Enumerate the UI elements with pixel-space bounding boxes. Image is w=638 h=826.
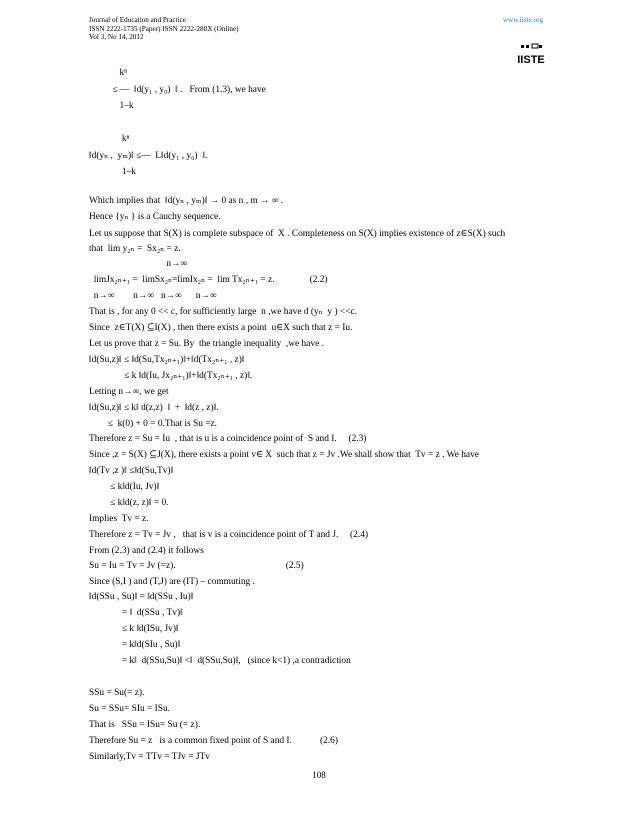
journal-header xyxy=(89,16,239,42)
text-line: ‖d(yₙ , yₘ)‖ ≤— L‖d(y₁ , y₀) ‖. xyxy=(89,151,208,161)
text-line: ‖d(Tv ,z )‖ ≤‖d(Su,Tv)‖ xyxy=(89,466,174,476)
text-line: Implies Tv = z. xyxy=(89,514,149,524)
text-line: ≤ k‖d(Iu, Jv)‖ xyxy=(89,482,160,492)
text-line: ‖d(SSu , Su)‖ = ‖d(SSu , Iu)‖ xyxy=(89,592,194,602)
text-line: kⁿ xyxy=(89,134,130,144)
text-line: That is , for any 0 << c, for sufficiently large n ,we have d (yₙ y ) <<c. xyxy=(89,307,358,317)
text-line: That is SSu = ISu= Su (= z). xyxy=(89,720,201,730)
text-line: Letting n→∞, we get xyxy=(89,387,169,397)
text-line: ≤ k‖d(z, z)‖ = 0. xyxy=(89,498,169,508)
iiste-logo xyxy=(519,44,543,66)
text-line: 1–k xyxy=(89,167,136,177)
text-line: Let us suppose that S(X) is complete subspace of X . Completeness on S(X) implies existence of z∈S(X) such xyxy=(89,229,506,239)
text-line: ≤ k ‖d(Iu, Jx₂ₙ₊₁)‖+‖d(Tx₂ₙ₊₁ , z)‖. xyxy=(89,371,253,381)
text-line: Which implies that ‖d(yₙ , yₘ)‖ → 0 as n , m → ∞ . xyxy=(89,196,284,206)
text-line: = k‖ d(SSu,Su)‖ <‖ d(SSu,Su)‖, (since k<1) ,a contradiction xyxy=(89,656,351,666)
text-line: Since z∈T(X) ⊆I(X) , then there exists a point u∈X such that z = Iu. xyxy=(89,323,353,333)
text-line: ≤ k(0) + 0 = 0.That is Su =z. xyxy=(89,419,218,429)
text-line: = ‖ d(SSu , Tv)‖ xyxy=(89,608,183,618)
text-line: Therefore Su = z is a common fixed point of S and I. (2.6) xyxy=(89,736,338,746)
text-line: 1–k xyxy=(89,101,134,111)
text-line: ≤ — ‖d(y₁ , y₀) ‖ . From (1.3), we have xyxy=(89,85,266,95)
text-line: n→∞ xyxy=(89,259,188,269)
text-line: ‖d(Su,z)‖ ≤ k‖ d(z,z) ‖ + ‖d(z , z)‖. xyxy=(89,403,219,413)
svg-text:IISTE: IISTE xyxy=(517,54,545,66)
text-line: = k‖d(SIu , Su)‖ xyxy=(89,640,181,650)
text-line: limJx₂ₙ₊₁ = limSx₂ₙ=limIx₂ₙ = lim Tx₂ₙ₊₁ = z. (2.2) xyxy=(89,275,328,285)
text-line: n→∞ n→∞ n→∞ n→∞ xyxy=(89,291,217,301)
text-line: Su = SSu= SIu = ISu. xyxy=(89,704,170,714)
text-line: kⁿ xyxy=(89,68,128,78)
text-line: Let us prove that z = Su. By the triangle inequality ,we have . xyxy=(89,339,324,349)
journal-url[interactable]: www.iiste.org xyxy=(502,16,543,24)
journal-volume: Vol 3, No 14, 2012 xyxy=(89,33,144,42)
text-line: Hence {yₙ } is a Cauchy sequence. xyxy=(89,212,221,222)
text-line: Similarly,Tv = TTv = TJv = JTv xyxy=(89,752,210,762)
text-line: ≤ k ‖d(ISu, Jv)‖ xyxy=(89,624,179,634)
text-line: From (2.3) and (2.4) it follows xyxy=(89,546,204,556)
journal-issn: ISSN 2222-1735 (Paper) ISSN 2222-288X (Online) xyxy=(89,24,239,33)
text-line: Therefore z = Su = Iu , that is u is a coincidence point of S and I. (2.3) xyxy=(89,434,367,444)
page-number: 108 xyxy=(312,770,326,780)
text-line: Since (S,I ) and (T,J) are (IT) – commuting . xyxy=(89,577,255,587)
text-line: SSu = Su(= z). xyxy=(89,688,145,698)
text-line: Since ,z = S(X) ⊆J(X), there exists a point v∈ X such that z = Jv .We shall show that Tv = z . We have xyxy=(89,450,479,460)
journal-title: Journal of Education and Practice xyxy=(89,16,186,24)
text-line: Su = Iu = Tv = Jv (=z). (2.5) xyxy=(89,561,304,571)
text-line: ‖d(Su,z)‖ ≤ ‖d(Su,Tx₂ₙ₊₁)‖+‖d(Tx₂ₙ₊₁ , z)‖ xyxy=(89,355,245,365)
text-line: that lim y₂ₙ = Sx₂ₙ = z. xyxy=(89,244,181,254)
text-line: Therefore z = Tv = Jv , that is v is a coincidence point of T and J. (2.4) xyxy=(89,530,368,540)
